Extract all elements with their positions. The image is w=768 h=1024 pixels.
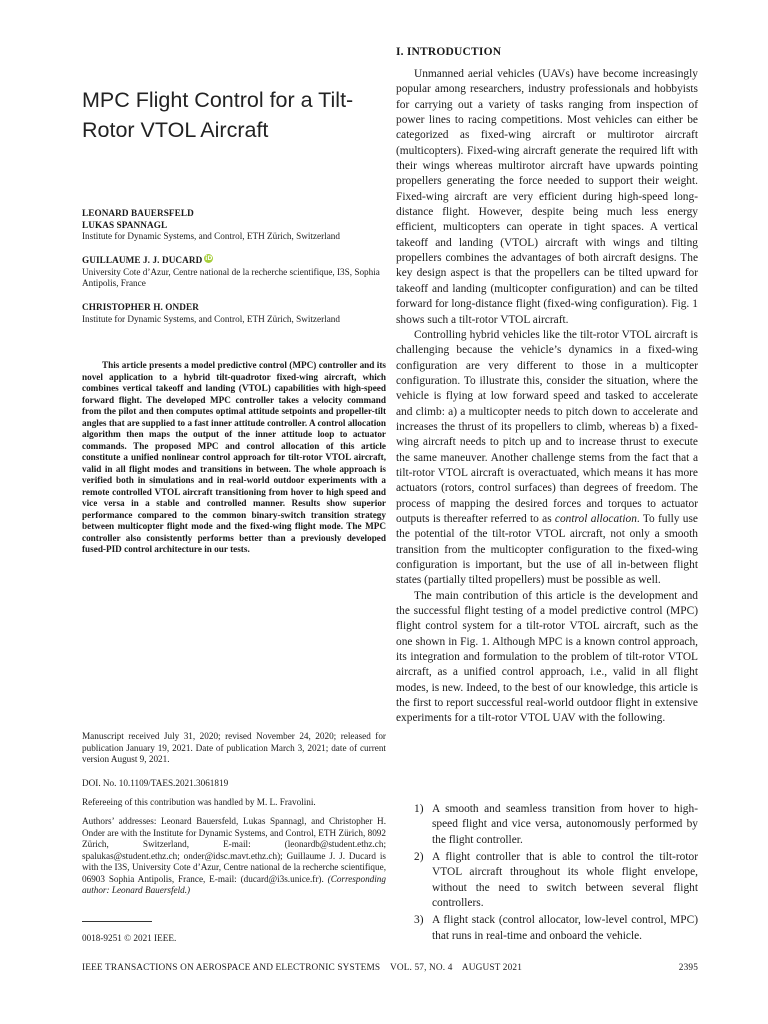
author-names: LEONARD BAUERSFELD LUKAS SPANNAGL (82, 208, 194, 230)
list-number: 2) (414, 851, 424, 864)
contribution-list (396, 802, 698, 946)
paragraph-2-emphasis: control allocation (554, 512, 637, 525)
corresponding-author: (Corresponding author: Leonard Bauersfeld.) (82, 873, 386, 895)
manuscript-note: Manuscript received July 31, 2020; revised November 24, 2020; released for publication January 19, 2021. Date of publication March 3, 2021; date of current version August 9, 2021. (82, 731, 386, 764)
paragraph-2-text-a: Controlling hybrid vehicles like the tilt-rotor VTOL aircraft is challenging because the vehicle’s dynamics in a fixed-wing configuration are very different to those in a multicopter configuration. To illustrate this, consider the situation, where the vehicle is flying at low forward speed and tasked to accelerate and climb: a) a multicopter needs to pitch down to accelerate and increases the thrust of its propellers to climb, whereas b) a fixed-wing aircraft needs to pitch up and to increase thrust to execute the same maneuver. Another challenge stems from the fact that a tilt-rotor VTOL aircraft is overactuated, which means it has more actuators (rotors, control surfaces) than degrees of freedom. The process of mapping the desired forces and torques to actuator outputs is thereafter referred to as (396, 328, 698, 525)
authors-addresses-note (82, 816, 386, 897)
paragraph-2 (396, 328, 698, 589)
journal-name: IEEE TRANSACTIONS ON AEROSPACE AND ELECTRONIC SYSTEMS VOL. 57, NO. 4 AUGUST 2021 (82, 963, 522, 973)
orcid-icon[interactable]: iD (205, 255, 213, 262)
author-names: CHRISTOPHER H. ONDER (82, 302, 199, 312)
refereeing-note: Refereeing of this contribution was handled by M. L. Fravolini. (82, 797, 316, 807)
list-number: 3) (414, 914, 424, 927)
paper-title: MPC Flight Control for a Tilt-Rotor VTOL Aircraft (82, 88, 354, 142)
author-affiliation: Institute for Dynamic Systems, and Control, ETH Zürich, Switzerland (82, 231, 340, 241)
list-text: A smooth and seamless transition from hover to high-speed flight and vice versa, autonomously performed by the flight controller. (432, 803, 698, 846)
doi-note[interactable]: DOI. No. 10.1109/TAES.2021.3061819 (82, 778, 229, 788)
list-item (396, 802, 698, 848)
paragraph-1: Unmanned aerial vehicles (UAVs) have become increasingly popular among researchers, industry professionals and hobbyists for carrying out a variety of tasks ranging from inspection of power lines to racing competitions. Most vehicles can either be categorized as fixed-wing aircraft or multirotor aircraft (multicopters). Fixed-wing aircraft generate the required lift with their wings whereas multirotor aircraft have upwards pointing propellers generating the force needed to support their weight. Fixed-wing aircraft are very efficient during high-speed long-distance flight. However, despite being much less energy efficient, multicopters can operate in tight spaces. A vertical takeoff and landing (VTOL) aircraft with wings and tilting propellers combines the advantages of both aircraft designs. The key design aspect is that the propellers can be tilted upward for takeoff and landing (multicopter configuration) and can be tilted forward for long-distance flight (fixed-wing configuration). Fig. 1 shows such a tilt-rotor VTOL aircraft. (396, 68, 698, 326)
list-item (396, 913, 698, 944)
author-block-2 (82, 254, 386, 290)
author-affiliation: Institute for Dynamic Systems, and Control, ETH Zürich, Switzerland (82, 313, 340, 324)
abstract: This article presents a model predictive control (MPC) controller and its novel application to a hybrid tilt-quadrotor fixed-wing aircraft, which combines vertical takeoff and landing (VTOL) capabilities with high-speed forward flight. The developed MPC controller takes a velocity command from the pilot and then computes optimal attitude setpoints and propeller-tilt angles that are supplied to a fast inner attitude controller. A control allocation algorithm then maps the output of the inner attitude loop to actuator commands. The proposed MPC and control allocation of this article constitute a unified nonlinear control approach for tilt-rotor VTOL aircraft, valid in all flight modes and transitions in between. The whole approach is verified both in simulations and in real-world outdoor experiments with a remote controlled VTOL aircraft transitioning from hover to high speed and vice versa in a stable and controlled manner. Results show superior performance compared to the common binary-switch transition strategy between multicopter flight mode and the fixed-wing flight mode. The MPC controller also consistently performs better than a previously developed fused-PID control architecture in our tests. (82, 360, 386, 554)
footnote-divider (82, 921, 152, 922)
author-affiliation: University Cote d’Azur, Centre national de la recherche scientifique, I3S, Sophia Antipolis, France (82, 266, 380, 288)
page-number: 2395 (678, 963, 698, 973)
list-text: A flight controller that is able to control the tilt-rotor VTOL aircraft throughout its whole flight envelope, without the need to switch between several flight controllers. (432, 851, 698, 910)
list-item (396, 850, 698, 911)
section-heading: I. INTRODUCTION (396, 46, 502, 58)
intro-body (396, 67, 698, 727)
addresses-text: Authors’ addresses: Leonard Bauersfeld, Lukas Spannagl, and Christopher H. Onder are with the Institute for Dynamic Systems, and Control, ETH Zürich, 8092 Zürich, Switzerland, E-mail: (leonardb@student.ethz.ch; spalukas@student.ethz.ch; onder@idsc.mavt.ethz.ch); Guillaume J. J. Ducard is with the I3S, University Cote d’Azur, Centre national de la recherche scientifique, 06903 Sophia Antipolis, France, E-mail: (ducard@i3s.unice.fr). (82, 816, 386, 884)
copyright-note: 0018-9251 © 2021 IEEE. (82, 933, 177, 943)
author-block-3 (82, 302, 386, 325)
list-text: A flight stack (control allocator, low-level control, MPC) that runs in real-time and onboard the vehicle. (432, 914, 698, 942)
list-number: 1) (414, 803, 424, 815)
author-names: GUILLAUME J. J. DUCARD (82, 255, 203, 265)
author-name-line (82, 254, 386, 267)
paragraph-3: The main contribution of this article is the development and the successful flight testing of a model predictive control (MPC) flight control system for a tilt-rotor VTOL aircraft, such as the one shown in Fig. 1. Although MPC is a known control approach, its integration and formulation to the problem of tilt-rotor VTOL aircraft, as a unified control approach, i.e., valid in all flight modes, is new. Indeed, to the best of our knowledge, this article is the first to report successful real-world outdoor flight in extensive experiments for a tilt-rotor VTOL UAV with the following. (396, 589, 698, 725)
paragraph-2-text-b: . To fully use the potential of the tilt-rotor VTOL aircraft, not only a smooth transition from the multicopter configuration to the fixed-wing configuration is important, but the use of all in-between flight states (partially tilted propellers) must be possible as well. (396, 512, 698, 587)
author-block-1 (82, 208, 386, 243)
